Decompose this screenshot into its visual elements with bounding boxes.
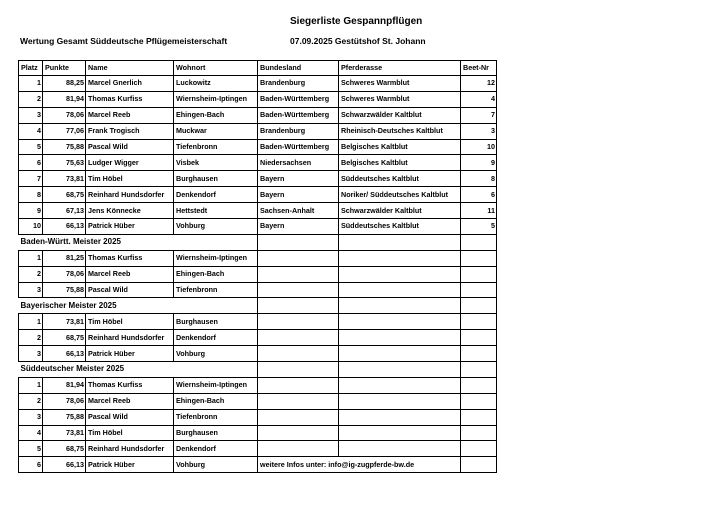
section-title: Bayerischer Meister 2025 xyxy=(19,298,258,314)
table-row xyxy=(19,123,497,139)
column-header-name: Name xyxy=(86,61,174,76)
name-cell: Marcel Gnerlich xyxy=(86,76,174,92)
punkte-cell: 66,13 xyxy=(43,346,86,362)
punkte-cell: 68,75 xyxy=(43,441,86,457)
wohnort-cell: Luckowitz xyxy=(174,76,258,92)
punkte-cell: 73,81 xyxy=(43,314,86,330)
platz-cell: 8 xyxy=(19,187,43,203)
bundesland-cell xyxy=(258,441,339,457)
platz-cell: 3 xyxy=(19,346,43,362)
table-row xyxy=(19,219,497,235)
platz-cell: 2 xyxy=(19,266,43,282)
platz-cell: 4 xyxy=(19,425,43,441)
name-cell: Patrick Hüber xyxy=(86,219,174,235)
pferderasse-cell xyxy=(339,346,461,362)
beet-nr-cell xyxy=(461,250,497,266)
beet-nr-cell: 7 xyxy=(461,107,497,123)
name-cell: Marcel Reeb xyxy=(86,266,174,282)
table-row xyxy=(19,346,497,362)
column-header-wohnort: Wohnort xyxy=(174,61,258,76)
table-row xyxy=(19,393,497,409)
punkte-cell: 75,88 xyxy=(43,282,86,298)
empty-cell xyxy=(258,362,339,378)
beet-nr-cell: 6 xyxy=(461,187,497,203)
platz-cell: 5 xyxy=(19,441,43,457)
punkte-cell: 68,75 xyxy=(43,330,86,346)
name-cell: Pascal Wild xyxy=(86,409,174,425)
table-row xyxy=(19,457,497,473)
name-cell: Tim Höbel xyxy=(86,171,174,187)
wohnort-cell: Vohburg xyxy=(174,457,258,473)
bundesland-cell: Brandenburg xyxy=(258,76,339,92)
platz-cell: 9 xyxy=(19,203,43,219)
beet-nr-cell: 11 xyxy=(461,203,497,219)
empty-cell xyxy=(339,362,461,378)
bundesland-cell: Niedersachsen xyxy=(258,155,339,171)
table-row xyxy=(19,76,497,92)
wohnort-cell: Wiernsheim-Iptingen xyxy=(174,91,258,107)
name-cell: Marcel Reeb xyxy=(86,107,174,123)
pferderasse-cell: Belgisches Kaltblut xyxy=(339,139,461,155)
bundesland-cell xyxy=(258,425,339,441)
platz-cell: 4 xyxy=(19,123,43,139)
wohnort-cell: Denkendorf xyxy=(174,330,258,346)
wohnort-cell: Ehingen-Bach xyxy=(174,266,258,282)
punkte-cell: 67,13 xyxy=(43,203,86,219)
wohnort-cell: Wiernsheim-Iptingen xyxy=(174,377,258,393)
name-cell: Pascal Wild xyxy=(86,282,174,298)
bundesland-cell: Brandenburg xyxy=(258,123,339,139)
empty-cell xyxy=(461,362,497,378)
punkte-cell: 81,25 xyxy=(43,250,86,266)
table-row xyxy=(19,250,497,266)
pferderasse-cell: Süddeutsches Kaltblut xyxy=(339,171,461,187)
pferderasse-cell xyxy=(339,266,461,282)
pferderasse-cell xyxy=(339,425,461,441)
wohnort-cell: Tiefenbronn xyxy=(174,282,258,298)
pferderasse-cell xyxy=(339,377,461,393)
bundesland-cell xyxy=(258,409,339,425)
table-row xyxy=(19,91,497,107)
bundesland-cell xyxy=(258,314,339,330)
pferderasse-cell xyxy=(339,409,461,425)
table-row xyxy=(19,282,497,298)
platz-cell: 5 xyxy=(19,139,43,155)
wohnort-cell: Ehingen-Bach xyxy=(174,107,258,123)
beet-nr-cell: 4 xyxy=(461,91,497,107)
beet-nr-cell: 9 xyxy=(461,155,497,171)
wohnort-cell: Burghausen xyxy=(174,314,258,330)
wohnort-cell: Tiefenbronn xyxy=(174,409,258,425)
wohnort-cell: Wiernsheim-Iptingen xyxy=(174,250,258,266)
platz-cell: 2 xyxy=(19,330,43,346)
name-cell: Thomas Kurfiss xyxy=(86,91,174,107)
table-row xyxy=(19,330,497,346)
info-text: weitere Infos unter: info@ig-zugpferde-bw.de xyxy=(258,457,461,473)
empty-cell xyxy=(339,298,461,314)
section-header-row xyxy=(19,298,497,314)
pferderasse-cell xyxy=(339,393,461,409)
platz-cell: 1 xyxy=(19,76,43,92)
column-header-beet-nr: Beet-Nr xyxy=(461,61,497,76)
platz-cell: 1 xyxy=(19,250,43,266)
name-cell: Tim Höbel xyxy=(86,425,174,441)
beet-nr-cell: 10 xyxy=(461,139,497,155)
beet-nr-cell xyxy=(461,314,497,330)
bundesland-cell: Baden-Württemberg xyxy=(258,107,339,123)
name-cell: Tim Höbel xyxy=(86,314,174,330)
platz-cell: 10 xyxy=(19,219,43,235)
bundesland-cell: Baden-Württemberg xyxy=(258,139,339,155)
platz-cell: 3 xyxy=(19,107,43,123)
platz-cell: 6 xyxy=(19,457,43,473)
table-row xyxy=(19,155,497,171)
section-title: Baden-Württ. Meister 2025 xyxy=(19,234,258,250)
pferderasse-cell xyxy=(339,282,461,298)
punkte-cell: 88,25 xyxy=(43,76,86,92)
wohnort-cell: Vohburg xyxy=(174,219,258,235)
beet-nr-cell xyxy=(461,425,497,441)
wohnort-cell: Burghausen xyxy=(174,425,258,441)
table-row xyxy=(19,425,497,441)
column-header-platz: Platz xyxy=(19,61,43,76)
pferderasse-cell xyxy=(339,330,461,346)
empty-cell xyxy=(258,298,339,314)
wohnort-cell: Ehingen-Bach xyxy=(174,393,258,409)
name-cell: Patrick Hüber xyxy=(86,346,174,362)
table-row xyxy=(19,441,497,457)
section-header-row xyxy=(19,362,497,378)
platz-cell: 6 xyxy=(19,155,43,171)
pferderasse-cell: Noriker/ Süddeutsches Kaltblut xyxy=(339,187,461,203)
bundesland-cell xyxy=(258,250,339,266)
bundesland-cell xyxy=(258,346,339,362)
table-row xyxy=(19,171,497,187)
table-header-row xyxy=(19,61,497,76)
beet-nr-cell xyxy=(461,346,497,362)
platz-cell: 1 xyxy=(19,377,43,393)
table-row xyxy=(19,107,497,123)
section-title: Süddeutscher Meister 2025 xyxy=(19,362,258,378)
name-cell: Thomas Kurfiss xyxy=(86,377,174,393)
punkte-cell: 77,06 xyxy=(43,123,86,139)
bundesland-cell: Baden-Württemberg xyxy=(258,91,339,107)
bundesland-cell xyxy=(258,393,339,409)
pferderasse-cell xyxy=(339,250,461,266)
name-cell: Reinhard Hundsdorfer xyxy=(86,441,174,457)
pferderasse-cell: Belgisches Kaltblut xyxy=(339,155,461,171)
punkte-cell: 73,81 xyxy=(43,171,86,187)
platz-cell: 2 xyxy=(19,393,43,409)
competition-subtitle: Wertung Gesamt Süddeutsche Pflügemeisterschaft xyxy=(20,36,228,46)
empty-cell xyxy=(258,234,339,250)
beet-nr-cell: 3 xyxy=(461,123,497,139)
pferderasse-cell: Schwarzwälder Kaltblut xyxy=(339,107,461,123)
punkte-cell: 66,13 xyxy=(43,457,86,473)
punkte-cell: 68,75 xyxy=(43,187,86,203)
empty-cell xyxy=(339,234,461,250)
table-row xyxy=(19,314,497,330)
punkte-cell: 78,06 xyxy=(43,266,86,282)
bundesland-cell: Bayern xyxy=(258,187,339,203)
wohnort-cell: Denkendorf xyxy=(174,187,258,203)
empty-cell xyxy=(461,234,497,250)
punkte-cell: 78,06 xyxy=(43,107,86,123)
punkte-cell: 81,94 xyxy=(43,377,86,393)
beet-nr-cell xyxy=(461,377,497,393)
bundesland-cell xyxy=(258,330,339,346)
beet-nr-cell: 12 xyxy=(461,76,497,92)
bundesland-cell xyxy=(258,377,339,393)
table-row xyxy=(19,409,497,425)
punkte-cell: 81,94 xyxy=(43,91,86,107)
wohnort-cell: Hettstedt xyxy=(174,203,258,219)
platz-cell: 7 xyxy=(19,171,43,187)
pferderasse-cell: Süddeutsches Kaltblut xyxy=(339,219,461,235)
table-row xyxy=(19,203,497,219)
name-cell: Jens Könnecke xyxy=(86,203,174,219)
name-cell: Patrick Hüber xyxy=(86,457,174,473)
wohnort-cell: Visbek xyxy=(174,155,258,171)
table-row xyxy=(19,139,497,155)
beet-nr-cell xyxy=(461,266,497,282)
punkte-cell: 66,13 xyxy=(43,219,86,235)
beet-nr-cell: 5 xyxy=(461,219,497,235)
platz-cell: 3 xyxy=(19,409,43,425)
name-cell: Thomas Kurfiss xyxy=(86,250,174,266)
bundesland-cell: Sachsen-Anhalt xyxy=(258,203,339,219)
bundesland-cell xyxy=(258,282,339,298)
pferderasse-cell xyxy=(339,314,461,330)
table-row xyxy=(19,187,497,203)
beet-nr-cell xyxy=(461,393,497,409)
punkte-cell: 78,06 xyxy=(43,393,86,409)
punkte-cell: 75,88 xyxy=(43,139,86,155)
name-cell: Frank Trogisch xyxy=(86,123,174,139)
wohnort-cell: Denkendorf xyxy=(174,441,258,457)
beet-nr-cell xyxy=(461,282,497,298)
pferderasse-cell: Schweres Warmblut xyxy=(339,76,461,92)
table-row xyxy=(19,266,497,282)
punkte-cell: 73,81 xyxy=(43,425,86,441)
bundesland-cell: Bayern xyxy=(258,219,339,235)
wohnort-cell: Tiefenbronn xyxy=(174,139,258,155)
wohnort-cell: Muckwar xyxy=(174,123,258,139)
name-cell: Marcel Reeb xyxy=(86,393,174,409)
beet-nr-cell xyxy=(461,409,497,425)
column-header-pferderasse: Pferderasse xyxy=(339,61,461,76)
platz-cell: 2 xyxy=(19,91,43,107)
column-header-punkte: Punkte xyxy=(43,61,86,76)
pferderasse-cell: Schwarzwälder Kaltblut xyxy=(339,203,461,219)
beet-nr-cell xyxy=(461,330,497,346)
name-cell: Ludger Wigger xyxy=(86,155,174,171)
punkte-cell: 75,88 xyxy=(43,409,86,425)
section-header-row xyxy=(19,234,497,250)
pferderasse-cell: Rheinisch-Deutsches Kaltblut xyxy=(339,123,461,139)
name-cell: Pascal Wild xyxy=(86,139,174,155)
beet-nr-cell xyxy=(461,457,497,473)
name-cell: Reinhard Hundsdorfer xyxy=(86,187,174,203)
column-header-bundesland: Bundesland xyxy=(258,61,339,76)
pferderasse-cell xyxy=(339,441,461,457)
page-title: Siegerliste Gespannpflügen xyxy=(290,16,423,27)
platz-cell: 1 xyxy=(19,314,43,330)
beet-nr-cell: 8 xyxy=(461,171,497,187)
beet-nr-cell xyxy=(461,441,497,457)
table-row xyxy=(19,377,497,393)
results-table xyxy=(18,60,497,473)
punkte-cell: 75,63 xyxy=(43,155,86,171)
bundesland-cell xyxy=(258,266,339,282)
name-cell: Reinhard Hundsdorfer xyxy=(86,330,174,346)
empty-cell xyxy=(461,298,497,314)
wohnort-cell: Burghausen xyxy=(174,171,258,187)
wohnort-cell: Vohburg xyxy=(174,346,258,362)
date-location: 07.09.2025 Gestütshof St. Johann xyxy=(290,36,426,46)
pferderasse-cell: Schweres Warmblut xyxy=(339,91,461,107)
platz-cell: 3 xyxy=(19,282,43,298)
bundesland-cell: Bayern xyxy=(258,171,339,187)
